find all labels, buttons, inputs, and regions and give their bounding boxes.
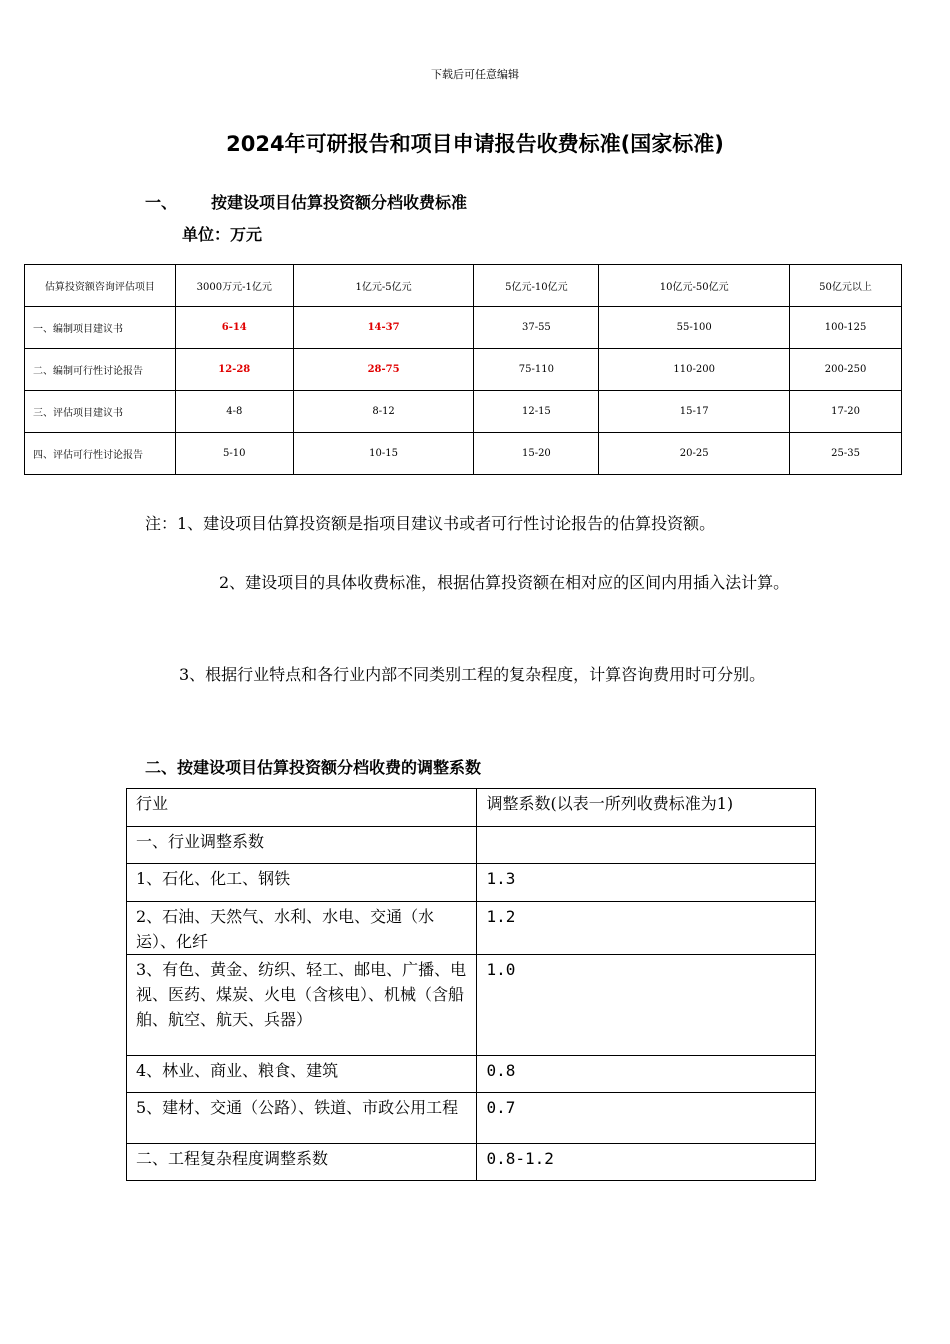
table-row-label: 二、工程复杂程度调整系数 — [127, 1144, 477, 1181]
table-cell: 100-125 — [790, 307, 902, 349]
table-header-cell: 1亿元-5亿元 — [293, 265, 474, 307]
table-cell: 12-15 — [474, 391, 599, 433]
table-row-label: 三、评估项目建议书 — [25, 391, 176, 433]
table-header-cell: 5亿元-10亿元 — [474, 265, 599, 307]
note-2: 2、建设项目的具体收费标准，根据估算投资额在相对应的区间内用插入法计算。 — [219, 573, 790, 592]
table-cell-highlighted: 14-37 — [293, 307, 474, 349]
section1-heading — [145, 190, 467, 213]
table-row-label: 5、建材、交通（公路）、铁道、市政公用工程 — [127, 1093, 477, 1144]
table-cell: 0.8 — [477, 1056, 816, 1093]
table-cell: 200-250 — [790, 349, 902, 391]
table-row — [127, 827, 816, 864]
table-cell: 1.0 — [477, 955, 816, 1056]
table-row — [127, 1056, 816, 1093]
unit-label: 单位：万元 — [182, 225, 263, 244]
table-header-cell: 10亿元-50亿元 — [599, 265, 790, 307]
table-row-label: 3、有色、黄金、纺织、轻工、邮电、广播、电视、医药、煤炭、火电（含核电）、机械（含船舶、航空、航天、兵器） — [127, 955, 477, 1056]
table-cell: 0.7 — [477, 1093, 816, 1144]
table-header-cell: 调整系数(以表一所列收费标准为1) — [477, 789, 816, 827]
table-cell-highlighted: 6-14 — [175, 307, 293, 349]
table-header-row — [25, 265, 902, 307]
note-1: 注：1、建设项目估算投资额是指项目建议书或者可行性讨论报告的估算投资额。 — [145, 514, 716, 533]
table-row — [25, 433, 902, 475]
table-cell: 20-25 — [599, 433, 790, 475]
table-cell: 4-8 — [175, 391, 293, 433]
table-row-label: 2、石油、天然气、水利、水电、交通（水运）、化纤 — [127, 902, 477, 955]
table-cell: 37-55 — [474, 307, 599, 349]
table-cell: 110-200 — [599, 349, 790, 391]
document-title: 2024年可研报告和项目申请报告收费标准(国家标准) — [226, 132, 724, 156]
table-cell-highlighted: 12-28 — [175, 349, 293, 391]
header-note: 下载后可任意编辑 — [431, 68, 519, 81]
adjustment-coefficient-table — [126, 788, 816, 1181]
section1-number: 一、 — [145, 193, 178, 212]
section1-title: 按建设项目估算投资额分档收费标准 — [211, 193, 468, 212]
table-row-label: 二、编制可行性讨论报告 — [25, 349, 176, 391]
table-cell: 5-10 — [175, 433, 293, 475]
table-cell: 1.2 — [477, 902, 816, 955]
table-row-label: 1、石化、化工、钢铁 — [127, 864, 477, 902]
table-cell: 10-15 — [293, 433, 474, 475]
table-row-label: 一、编制项目建议书 — [25, 307, 176, 349]
table-row — [127, 864, 816, 902]
table-row — [127, 1144, 816, 1181]
table-header-cell: 50亿元以上 — [790, 265, 902, 307]
table-cell: 15-20 — [474, 433, 599, 475]
table-row — [127, 902, 816, 955]
table-row-label: 一、行业调整系数 — [127, 827, 477, 864]
table-header-cell: 3000万元-1亿元 — [175, 265, 293, 307]
table-cell: 55-100 — [599, 307, 790, 349]
table-row-label: 四、评估可行性讨论报告 — [25, 433, 176, 475]
table-cell — [477, 827, 816, 864]
table-cell: 25-35 — [790, 433, 902, 475]
table-row-label: 4、林业、商业、粮食、建筑 — [127, 1056, 477, 1093]
table-header-cell: 行业 — [127, 789, 477, 827]
table-row — [25, 349, 902, 391]
table-row — [127, 1093, 816, 1144]
table-cell: 17-20 — [790, 391, 902, 433]
note-3: 3、根据行业特点和各行业内部不同类别工程的复杂程度，计算咨询费用时可分别。 — [179, 665, 766, 684]
table-cell: 0.8-1.2 — [477, 1144, 816, 1181]
table-cell: 1.3 — [477, 864, 816, 902]
table-row — [25, 307, 902, 349]
section2-heading: 二、按建设项目估算投资额分档收费的调整系数 — [145, 758, 482, 777]
table-cell: 15-17 — [599, 391, 790, 433]
table-header-row — [127, 789, 816, 827]
table-header-cell: 估算投资额咨询评估项目 — [25, 265, 176, 307]
table-cell: 75-110 — [474, 349, 599, 391]
table-cell-highlighted: 28-75 — [293, 349, 474, 391]
table-row — [127, 955, 816, 1056]
fee-standard-table — [24, 264, 902, 475]
table-row — [25, 391, 902, 433]
table-cell: 8-12 — [293, 391, 474, 433]
